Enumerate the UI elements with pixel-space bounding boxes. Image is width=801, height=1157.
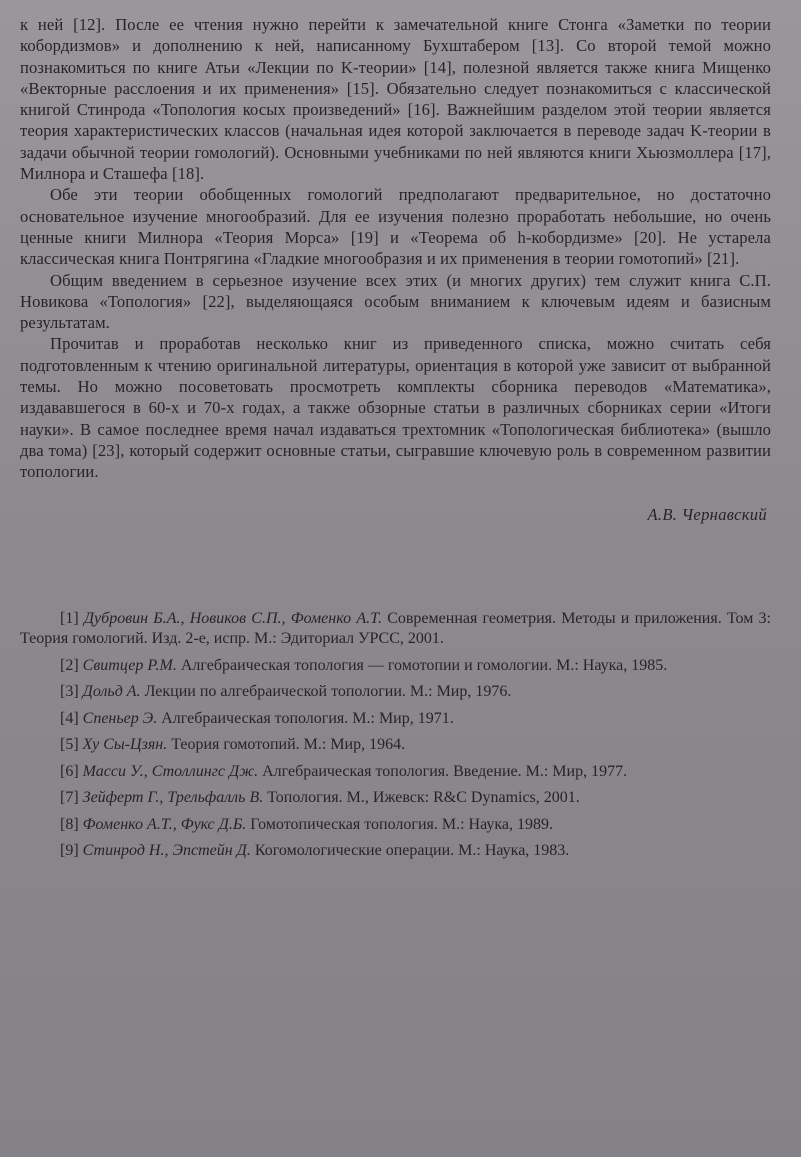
paragraph: Прочитав и проработав несколько книг из приведенного списка, можно считать себя подготовленным к чтению оригинальной литературы, ориентация в которой уже зависит от выбранной темы. Но можно посоветовать просмотреть комплекты сборника переводов «Математика», издававшегося в 60-х и 70-х годах, а также обзорные статьи в различных сборниках серии «Итоги науки». В самое последнее время начал издаваться трехтомник «Топологическая библиотека» (вышло два тома) [23], который содержит основные статьи, сыгравшие ключевую роль в современном развитии топологии.	[20, 334, 771, 482]
reference-text: Алгебраическая топология — гомотопии и гомологии. М.: Наука, 1985.	[180, 656, 668, 674]
reference-text: Топология. М., Ижевск: R&C Dynamics, 2001.	[267, 789, 580, 807]
reference-item	[20, 735, 771, 756]
reference-item	[20, 815, 771, 836]
paragraph: к ней [12]. После ее чтения нужно перейти к замечательной книге Стонга «Заметки по теории кобордизмов» и дополнению к ней, написанному Бухштабером [13]. Со второй темой можно познакомиться по книге Атьи «Лекции по K-теории» [14], полезной является также книга Мищенко «Векторные расслоения и их применения» [15]. Обязательно следует познакомиться с классической книгой Стинрода «Топология косых произведений» [16]. Важнейшим разделом этой теории является теория характеристических классов (начальная идея которой заключается в переводе задач K-теории в задачи обычной теории гомологий). Основными учебниками по ней являются книги Хьюзмоллера [17], Милнора и Сташефа [18].	[20, 15, 771, 184]
reference-list	[20, 609, 771, 862]
reference-number: [8]	[60, 815, 79, 833]
reference-authors: Фоменко А.Т., Фукс Д.Б.	[82, 815, 247, 833]
reference-item	[20, 841, 771, 862]
reference-item	[20, 682, 771, 703]
reference-number: [1]	[60, 609, 79, 627]
reference-item	[20, 656, 771, 677]
reference-number: [9]	[60, 842, 79, 860]
reference-number: [5]	[60, 736, 79, 754]
reference-text: Когомологические операции. М.: Наука, 1983.	[254, 842, 570, 860]
reference-authors: Дольд А.	[82, 683, 141, 701]
reference-authors: Ху Сы-Цзян.	[82, 736, 168, 754]
reference-authors: Зейферт Г., Трельфалль В.	[82, 789, 264, 807]
reference-authors: Спеньер Э.	[82, 709, 158, 727]
reference-number: [4]	[60, 709, 79, 727]
reference-text: Теория гомотопий. М.: Мир, 1964.	[171, 736, 406, 754]
reference-text: Алгебраическая топология. М.: Мир, 1971.	[161, 709, 454, 727]
reference-number: [6]	[60, 762, 79, 780]
author-signature: А.В. Чернавский	[647, 504, 767, 524]
paragraph: Обе эти теории обобщенных гомологий предполагают предварительное, но достаточно основательное изучение многообразий. Для ее изучения полезно проработать небольшие, но очень ценные книги Милнора «Теория Морса» [19] и «Теорема об h-кобордизме» [20]. Не устарела классическая книга Понтрягина «Гладкие многообразия и их применения в теории гомотопий» [21].	[20, 185, 771, 269]
reference-item	[20, 609, 771, 650]
reference-text: Современная геометрия. Методы и приложения. Том 3: Теория гомологий. Изд. 2-е, испр. М.: Эдиториал УРСС, 2001.	[20, 609, 772, 648]
reference-authors: Масси У., Столлингс Дж.	[82, 762, 259, 780]
reference-number: [2]	[60, 656, 79, 674]
paragraph: Общим введением в серьезное изучение всех этих (и многих других) тем служит книга С.П. Новикова «Топология» [22], выделяющаяся особым вниманием к ключевым идеям и базисным результатам.	[20, 270, 771, 333]
reference-item	[20, 709, 771, 730]
reference-authors: Свитцер Р.М.	[82, 656, 177, 674]
reference-item	[20, 788, 771, 809]
reference-text: Лекции по алгебраической топологии. М.: Мир, 1976.	[144, 683, 512, 701]
reference-authors: Дубровин Б.А., Новиков С.П., Фоменко А.Т.	[83, 609, 382, 627]
reference-text: Алгебраическая топология. Введение. М.: Мир, 1977.	[262, 762, 628, 780]
body-text	[20, 14, 771, 483]
reference-number: [3]	[60, 683, 79, 701]
reference-text: Гомотопическая топология. М.: Наука, 1989.	[250, 815, 554, 833]
reference-item	[20, 762, 771, 783]
reference-number: [7]	[60, 789, 79, 807]
reference-authors: Стинрод Н., Эпстейн Д.	[82, 842, 251, 860]
